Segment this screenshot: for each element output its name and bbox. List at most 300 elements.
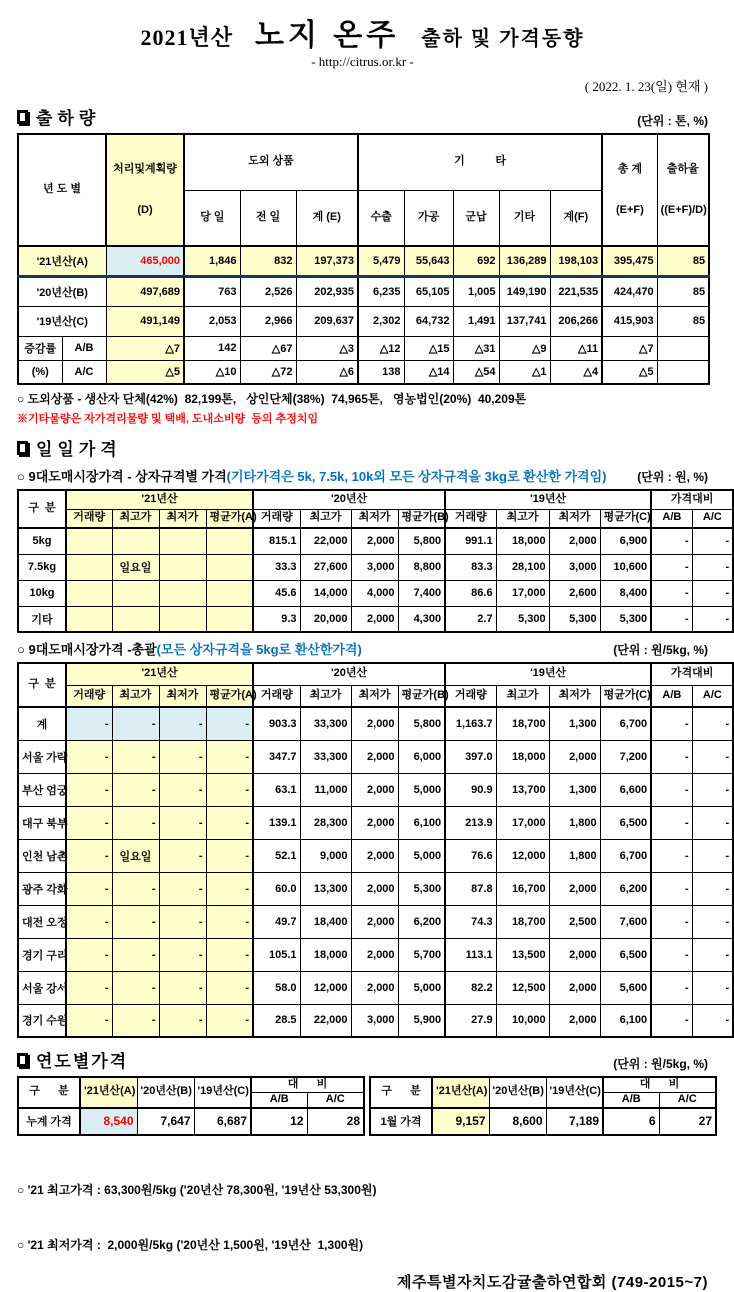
data-cell: - — [159, 773, 206, 806]
data-cell: △5 — [602, 360, 657, 384]
col-header-category: 구 분 — [370, 1077, 432, 1108]
data-cell: 5,300 — [600, 606, 651, 632]
col-header-ab: A/B — [651, 509, 692, 528]
data-cell: - — [692, 606, 733, 632]
data-cell — [206, 554, 253, 580]
header-line: (D) — [110, 204, 180, 218]
data-cell: - — [692, 839, 733, 872]
row-label: 1월 가격 — [370, 1108, 432, 1135]
data-cell: - — [692, 938, 733, 971]
data-cell: - — [66, 707, 112, 740]
group-header-y21: '21년산 — [66, 663, 253, 685]
data-cell: 2,000 — [549, 740, 600, 773]
data-cell: 20,000 — [300, 606, 351, 632]
col-header-ac: A/C — [307, 1092, 364, 1107]
square-bullet-icon — [17, 441, 28, 455]
data-cell: 27 — [659, 1108, 716, 1135]
col-header-qty: 거래량 — [445, 685, 496, 707]
data-cell: 90.9 — [445, 773, 496, 806]
data-cell: 2,966 — [240, 306, 296, 336]
data-cell — [657, 336, 709, 360]
row-label: A/C — [62, 360, 106, 384]
col-header-min: 최저가 — [351, 685, 398, 707]
data-cell: 2,053 — [184, 306, 240, 336]
note-etc-estimate: ※기타물량은 자가격리물량 및 택배, 도내소비량 등의 추정치임 — [17, 410, 708, 426]
data-cell: 142 — [184, 336, 240, 360]
col-header-y20b: '20년산(B) — [489, 1077, 546, 1108]
data-cell: 138 — [358, 360, 404, 384]
col-header-max: 최고가 — [112, 509, 159, 528]
col-header-min: 최저가 — [549, 685, 600, 707]
data-cell: - — [206, 740, 253, 773]
data-cell: 2,000 — [549, 872, 600, 905]
data-cell: 4,300 — [398, 606, 445, 632]
data-cell: 10,000 — [496, 1004, 549, 1037]
data-cell: 832 — [240, 246, 296, 276]
yearly-tables — [17, 1072, 708, 1136]
row-label: 10kg — [18, 580, 66, 606]
data-cell: 17,000 — [496, 806, 549, 839]
data-cell: - — [206, 839, 253, 872]
col-header-avg-c: 평균가(C) — [600, 685, 651, 707]
data-cell: 5,600 — [600, 971, 651, 1004]
header-line: (E+F) — [606, 204, 654, 218]
data-cell: - — [651, 839, 692, 872]
data-cell: 6,200 — [398, 905, 445, 938]
data-cell: - — [66, 740, 112, 773]
data-cell: 5,700 — [398, 938, 445, 971]
data-cell: 2.7 — [445, 606, 496, 632]
data-cell: - — [692, 773, 733, 806]
data-cell: - — [66, 806, 112, 839]
col-header-avg-b: 평균가(B) — [398, 685, 445, 707]
data-cell: 2,000 — [351, 707, 398, 740]
data-cell: 5,900 — [398, 1004, 445, 1037]
col-header-export: 수출 — [358, 190, 404, 246]
col-header-avg-b: 평균가(B) — [398, 509, 445, 528]
data-cell: 2,000 — [549, 938, 600, 971]
data-cell: 12,000 — [300, 971, 351, 1004]
data-cell: 136,289 — [499, 246, 550, 276]
data-cell: - — [159, 872, 206, 905]
data-cell: 85 — [657, 306, 709, 336]
col-header-qty: 거래량 — [253, 509, 300, 528]
data-cell: 11,000 — [300, 773, 351, 806]
daily-total-subheader — [17, 639, 708, 658]
data-cell: - — [692, 554, 733, 580]
header-line: 처리및계획량 — [110, 163, 180, 177]
data-cell: - — [651, 554, 692, 580]
data-cell: 일요일 — [112, 554, 159, 580]
data-cell: - — [692, 971, 733, 1004]
data-cell: 3,000 — [549, 554, 600, 580]
row-label: 증감률 — [18, 336, 62, 360]
data-cell: - — [206, 938, 253, 971]
col-header-qty: 거래량 — [445, 509, 496, 528]
data-cell: 149,190 — [499, 276, 550, 306]
yearly-january-table — [369, 1076, 717, 1136]
data-cell — [206, 606, 253, 632]
yearly-unit-label: (단위 : 원/5kg, %) — [613, 1055, 708, 1072]
report-date: ( 2022. 1. 23(일) 현재 ) — [17, 76, 708, 95]
data-cell: 2,000 — [351, 839, 398, 872]
data-cell — [206, 528, 253, 554]
col-header-min: 최저가 — [549, 509, 600, 528]
data-cell: 76.6 — [445, 839, 496, 872]
data-cell: 5,800 — [398, 707, 445, 740]
data-cell: 17,000 — [496, 580, 549, 606]
header-line: 총 계 — [606, 163, 654, 177]
data-cell: 6,700 — [600, 839, 651, 872]
data-cell: 2,000 — [351, 806, 398, 839]
col-header-y21a: '21년산(A) — [432, 1077, 489, 1108]
data-cell: 903.3 — [253, 707, 300, 740]
data-cell: - — [66, 971, 112, 1004]
group-header-y19: '19년산 — [445, 663, 651, 685]
group-header-compare: 가격대비 — [651, 663, 733, 685]
data-cell: 113.1 — [445, 938, 496, 971]
data-cell: 49.7 — [253, 905, 300, 938]
col-header-avg-a: 평균가(A) — [206, 685, 253, 707]
data-cell: - — [651, 872, 692, 905]
data-cell: - — [692, 707, 733, 740]
square-bullet-icon — [17, 110, 28, 124]
data-cell: 28,100 — [496, 554, 549, 580]
data-cell: 13,300 — [300, 872, 351, 905]
note-outside-product: ○ 도외상품 - 생산자 단체(42%) 82,199톤, 상인단체(38%) 74,965톤, 영농법인(20%) 40,209톤 — [17, 390, 708, 407]
group-header-y20: '20년산 — [253, 490, 445, 509]
section-daily-label: 일일가격 — [36, 435, 122, 460]
data-cell: 2,000 — [549, 971, 600, 1004]
data-cell: 2,000 — [549, 1004, 600, 1037]
data-cell: 2,526 — [240, 276, 296, 306]
row-label: 7.5kg — [18, 554, 66, 580]
col-header-avg-a: 평균가(A) — [206, 509, 253, 528]
col-header-qty: 거래량 — [66, 685, 112, 707]
col-header-day: 당 일 — [184, 190, 240, 246]
yearly-january-head — [370, 1077, 716, 1108]
row-label: 경기 수원 — [18, 1004, 66, 1037]
data-cell: △67 — [240, 336, 296, 360]
data-cell: - — [159, 971, 206, 1004]
daily-box-table-head — [18, 490, 733, 528]
col-header-y21a: '21년산(A) — [80, 1077, 137, 1108]
data-cell: 87.8 — [445, 872, 496, 905]
data-cell: △31 — [453, 336, 499, 360]
col-header-max: 최고가 — [496, 685, 549, 707]
row-label: 누계 가격 — [18, 1108, 80, 1135]
data-cell: - — [66, 938, 112, 971]
data-cell: 18,700 — [496, 905, 549, 938]
data-cell: 12,500 — [496, 971, 549, 1004]
title-url: - http://citrus.or.kr - — [17, 54, 708, 70]
data-cell: 5,000 — [398, 773, 445, 806]
data-cell: 33.3 — [253, 554, 300, 580]
data-cell: - — [66, 1004, 112, 1037]
data-cell — [66, 606, 112, 632]
data-cell — [112, 528, 159, 554]
data-cell: 14,000 — [300, 580, 351, 606]
data-cell: 12 — [251, 1108, 307, 1135]
data-cell: 198,103 — [550, 246, 602, 276]
data-cell: 13,700 — [496, 773, 549, 806]
col-header-qty: 거래량 — [66, 509, 112, 528]
data-cell: △9 — [499, 336, 550, 360]
report-footer — [17, 1144, 708, 1292]
col-header-rate — [657, 134, 709, 246]
col-header-max: 최고가 — [300, 685, 351, 707]
data-cell: - — [692, 740, 733, 773]
data-cell: - — [651, 938, 692, 971]
data-cell: 58.0 — [253, 971, 300, 1004]
daily-box-subtitle-text: ○ 9대도매시장가격 - 상자규격별 가격 — [17, 469, 227, 484]
data-cell: 64,732 — [404, 306, 453, 336]
col-header-total — [602, 134, 657, 246]
data-cell: 7,647 — [137, 1108, 194, 1135]
data-cell: 2,302 — [358, 306, 404, 336]
data-cell: 6,500 — [600, 938, 651, 971]
data-cell: △11 — [550, 336, 602, 360]
data-cell: 10,600 — [600, 554, 651, 580]
data-cell: 18,000 — [300, 938, 351, 971]
row-label: 경기 구리 — [18, 938, 66, 971]
col-header-max: 최고가 — [300, 509, 351, 528]
data-cell: 2,000 — [549, 528, 600, 554]
data-cell: 2,600 — [549, 580, 600, 606]
daily-box-subtitle — [17, 466, 606, 485]
data-cell: 83.3 — [445, 554, 496, 580]
row-label: 서울 가락 — [18, 740, 66, 773]
data-cell: 6,600 — [600, 773, 651, 806]
data-cell: 1,800 — [549, 839, 600, 872]
data-cell: 465,000 — [106, 246, 184, 276]
data-cell: 9,157 — [432, 1108, 489, 1135]
data-cell — [66, 554, 112, 580]
daily-box-price-table — [17, 489, 734, 633]
data-cell: 692 — [453, 246, 499, 276]
col-header-sum-f: 계(F) — [550, 190, 602, 246]
daily-total-price-table — [17, 662, 734, 1038]
data-cell: 7,189 — [546, 1108, 603, 1135]
data-cell: 27.9 — [445, 1004, 496, 1037]
data-cell: - — [112, 905, 159, 938]
group-header-y19: '19년산 — [445, 490, 651, 509]
row-label: 기타 — [18, 606, 66, 632]
section-shipment-header — [17, 104, 708, 129]
row-label: 대구 북부 — [18, 806, 66, 839]
data-cell: - — [112, 1004, 159, 1037]
data-cell: 424,470 — [602, 276, 657, 306]
data-cell: 2,000 — [351, 528, 398, 554]
group-header-y21: '21년산 — [66, 490, 253, 509]
data-cell: 347.7 — [253, 740, 300, 773]
shipment-table-head — [18, 134, 709, 246]
data-cell: 1,163.7 — [445, 707, 496, 740]
data-cell — [657, 360, 709, 384]
data-cell: △5 — [106, 360, 184, 384]
data-cell: 63.1 — [253, 773, 300, 806]
data-cell: 6,100 — [600, 1004, 651, 1037]
data-cell: - — [651, 528, 692, 554]
data-cell: 5,800 — [398, 528, 445, 554]
data-cell: 6,200 — [600, 872, 651, 905]
col-header-avg-c: 평균가(C) — [600, 509, 651, 528]
shipment-unit-label: (단위 : 톤, %) — [637, 112, 708, 129]
title-production-year: 2021년산 — [140, 21, 233, 52]
section-daily-header — [17, 435, 708, 460]
data-cell: 18,700 — [496, 707, 549, 740]
yearly-cumulative-table — [17, 1076, 365, 1136]
data-cell: △3 — [296, 336, 358, 360]
data-cell — [66, 580, 112, 606]
daily-box-unit-label: (단위 : 원, %) — [637, 468, 708, 485]
data-cell: 3,000 — [351, 1004, 398, 1037]
col-header-ac: A/C — [692, 509, 733, 528]
col-header-military: 군납 — [453, 190, 499, 246]
data-cell: △15 — [404, 336, 453, 360]
footnote-max-price: ○ '21 최고가격 : 63,300원/5kg ('20년산 78,300원, '19년산 53,300원) — [17, 1181, 376, 1200]
data-cell: - — [651, 971, 692, 1004]
data-cell: - — [66, 773, 112, 806]
data-cell: 5,000 — [398, 971, 445, 1004]
data-cell: 5,479 — [358, 246, 404, 276]
data-cell: 6,100 — [398, 806, 445, 839]
data-cell: 6,235 — [358, 276, 404, 306]
header-line: ((E+F)/D) — [661, 204, 706, 218]
data-cell: - — [159, 806, 206, 839]
row-label: 광주 각화 — [18, 872, 66, 905]
data-cell: 197,373 — [296, 246, 358, 276]
shipment-table-body — [18, 246, 709, 384]
data-cell: - — [112, 707, 159, 740]
data-cell: 12,000 — [496, 839, 549, 872]
data-cell: 1,005 — [453, 276, 499, 306]
data-cell: - — [206, 806, 253, 839]
data-cell — [159, 528, 206, 554]
data-cell: 85 — [657, 246, 709, 276]
data-cell: 1,300 — [549, 707, 600, 740]
col-header-y19c: '19년산(C) — [194, 1077, 251, 1108]
group-header-compare: 가격대비 — [651, 490, 733, 509]
col-header-year: 년 도 별 — [18, 134, 106, 246]
daily-total-unit-label: (단위 : 원/5kg, %) — [613, 641, 708, 658]
data-cell: 55,643 — [404, 246, 453, 276]
data-cell: 221,535 — [550, 276, 602, 306]
col-header-etc: 기타 — [499, 190, 550, 246]
data-cell: 2,000 — [351, 606, 398, 632]
data-cell — [206, 580, 253, 606]
col-header-processing: 가공 — [404, 190, 453, 246]
row-label: '19년산(C) — [18, 306, 106, 336]
data-cell: 137,741 — [499, 306, 550, 336]
data-cell: 415,903 — [602, 306, 657, 336]
data-cell: 4,000 — [351, 580, 398, 606]
data-cell: - — [66, 839, 112, 872]
col-header-ab: A/B — [251, 1092, 307, 1107]
col-header-ac: A/C — [692, 685, 733, 707]
data-cell: 86.6 — [445, 580, 496, 606]
title-product-name: 노지 온주 — [255, 10, 399, 54]
col-header-prev: 전 일 — [240, 190, 296, 246]
col-header-plan — [106, 134, 184, 246]
data-cell: 60.0 — [253, 872, 300, 905]
data-cell: 9,000 — [300, 839, 351, 872]
data-cell: 395,475 — [602, 246, 657, 276]
data-cell: - — [651, 580, 692, 606]
data-cell: 763 — [184, 276, 240, 306]
data-cell: 2,000 — [351, 938, 398, 971]
data-cell: 28,300 — [300, 806, 351, 839]
data-cell: - — [651, 740, 692, 773]
col-header-ab: A/B — [603, 1092, 659, 1107]
data-cell: 8,600 — [489, 1108, 546, 1135]
data-cell: △7 — [106, 336, 184, 360]
data-cell: 8,400 — [600, 580, 651, 606]
daily-total-note: (모든 상자규격을 5kg로 환산한가격) — [157, 642, 362, 657]
data-cell: 45.6 — [253, 580, 300, 606]
data-cell: - — [112, 938, 159, 971]
org-name: 제주특별자치도감귤출하연합회 (749-2015~7) — [397, 1271, 708, 1292]
col-header-max: 최고가 — [496, 509, 549, 528]
data-cell — [159, 554, 206, 580]
data-cell — [66, 528, 112, 554]
col-header-ac: A/C — [659, 1092, 716, 1107]
data-cell: 497,689 — [106, 276, 184, 306]
data-cell: 6,000 — [398, 740, 445, 773]
daily-total-table-body — [18, 707, 733, 1037]
data-cell: - — [66, 905, 112, 938]
data-cell: - — [206, 872, 253, 905]
row-label: '20년산(B) — [18, 276, 106, 306]
data-cell: △1 — [499, 360, 550, 384]
row-label: A/B — [62, 336, 106, 360]
data-cell: △4 — [550, 360, 602, 384]
data-cell: 9.3 — [253, 606, 300, 632]
row-label: 서울 강서 — [18, 971, 66, 1004]
header-line: 출하율 — [661, 163, 706, 177]
data-cell: 82.2 — [445, 971, 496, 1004]
data-cell: 27,600 — [300, 554, 351, 580]
data-cell: 1,846 — [184, 246, 240, 276]
col-header-max: 최고가 — [112, 685, 159, 707]
col-header-y20b: '20년산(B) — [137, 1077, 194, 1108]
col-header-min: 최저가 — [159, 509, 206, 528]
daily-box-table-body — [18, 528, 733, 632]
data-cell: - — [651, 1004, 692, 1037]
data-cell: - — [112, 773, 159, 806]
data-cell: 18,000 — [496, 528, 549, 554]
data-cell: △54 — [453, 360, 499, 384]
data-cell: - — [651, 707, 692, 740]
section-daily-title — [17, 435, 122, 460]
section-yearly-label: 연도별가격 — [36, 1047, 128, 1072]
data-cell: - — [159, 707, 206, 740]
yearly-january-body — [370, 1108, 716, 1135]
data-cell: - — [692, 806, 733, 839]
data-cell: 3,000 — [351, 554, 398, 580]
data-cell: 1,491 — [453, 306, 499, 336]
data-cell: - — [159, 740, 206, 773]
group-header-compare: 대 비 — [603, 1077, 716, 1092]
data-cell: 65,105 — [404, 276, 453, 306]
data-cell: 16,700 — [496, 872, 549, 905]
data-cell: 28 — [307, 1108, 364, 1135]
col-header-category: 구 분 — [18, 490, 66, 528]
data-cell: 209,637 — [296, 306, 358, 336]
data-cell: - — [651, 905, 692, 938]
section-shipment-label: 출하량 — [36, 104, 100, 129]
data-cell: 815.1 — [253, 528, 300, 554]
